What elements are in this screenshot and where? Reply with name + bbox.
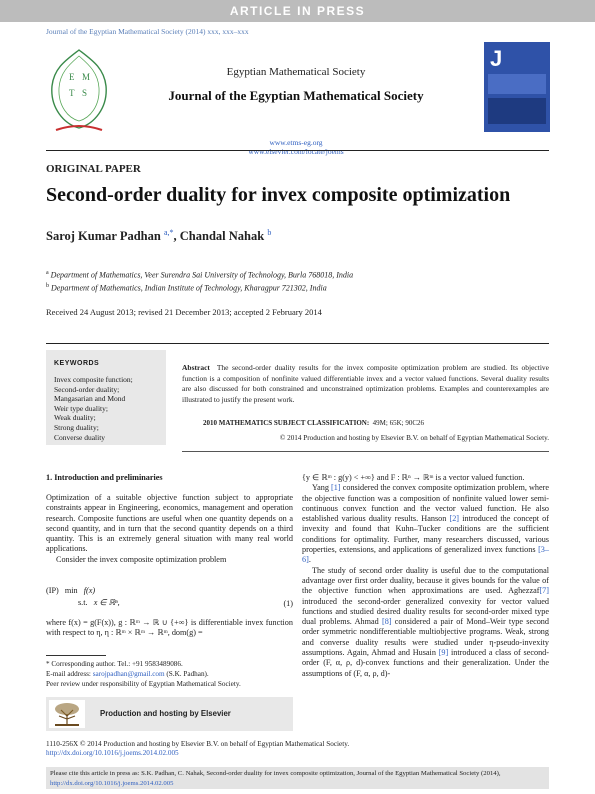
right-column <box>302 473 549 679</box>
affiliation-a: $^a$ Department of Mathematics, Veer Surendra Sai University of Technology, Burla 768018, India <box>46 270 354 280</box>
abstract <box>182 363 549 406</box>
keyword-item: Mangasarian and Mond <box>54 394 126 404</box>
cite-box: Please cite this article in press as: S.K. Padhan, C. Nahak, Second-order duality for invex composite optimization, Journal of the Egyptian Mathematical Society (2014), http://dx.doi.org/10.1016/j.joems.2014.02.005 <box>46 767 549 789</box>
section-heading: 1. Introduction and preliminaries <box>46 473 163 482</box>
citation-link[interactable]: [7] <box>539 586 549 596</box>
email-link[interactable]: sarojpadhan@gmail.com <box>92 669 165 678</box>
corresponding-author-note: * Corresponding author. Tel.: +91 9583489086. <box>46 660 183 668</box>
journal-links <box>226 138 366 156</box>
journal-meta <box>136 66 456 104</box>
article-type: ORIGINAL PAPER <box>46 163 141 175</box>
svg-text:T: T <box>69 88 75 98</box>
journal-title: Journal of the Egyptian Mathematical Society <box>168 88 424 103</box>
paragraph: where f(x) = g(F(x)), g : ℝᵐ → ℝ ∪ {+∞} is differentiable invex function with respect to η, η : ℝᵐ × ℝᵐ → ℝᵐ, dom(g) = <box>46 618 293 638</box>
paragraph: Optimization of a suitable objective function subject to appropriate constraints appear in Engineering, economics, management and operation research. Composite functions are useful when one quantity depends on a second quantity, and in turn that the second quantity depends on a third quantity. This is an extremely general situation with many real world applications. <box>46 493 293 554</box>
author-1[interactable]: Saroj Kumar Padhan <box>46 229 161 244</box>
citation-link[interactable]: [1] <box>331 483 341 493</box>
paragraph: The study of second order duality is useful due to the computational advantage over first order duality, because it gives bounds for the value of the objective function when approximations are used. Aghezzaf[7] introduced the second-order generalized convexity for vector valued functions and studied desired duality results for second-order mixed type dual problems. Ahmad [8] considered a pair of Mond–Weir type second order symmetric nondifferentiable multiobjective programs. Weak, strong and converse duality results were studied under η-pseudo-invexity assumptions. Again, Ahmad and Husain [9] introduced a class of second-order (F, α, ρ, d)-convex functions and their generalization. Under the assumptions of (F, α, ρ, d)- <box>302 565 549 678</box>
keywords-box <box>46 350 166 445</box>
keyword-item: Weir type duality; <box>54 403 108 413</box>
cite-doi-link[interactable]: http://dx.doi.org/10.1016/j.joems.2014.02.005 <box>50 779 174 787</box>
abstract-text: The second-order duality results for the invex composite optimization problem are studied. Its objective function is a composition of nonfinite valued differentiable invex and a vector valued functions. Several duality results are also discussed for both constrained and unconstrained optimization problems. Examples and counterexamples are illustrated to justify the present work. <box>182 363 549 405</box>
left-column <box>46 493 293 565</box>
elsevier-box <box>46 697 293 731</box>
footnotes <box>46 660 293 689</box>
citation-link[interactable]: [3–6] <box>302 545 549 565</box>
equation-number: (1) <box>283 599 293 608</box>
journal-header <box>46 42 549 156</box>
email-note: E-mail address: sarojpadhan@gmail.com (S.K. Padhan). <box>46 669 209 678</box>
author-2[interactable]: Chandal Nahak <box>179 229 265 244</box>
keyword-item: Converse duality <box>54 432 106 442</box>
keyword-item: Invex composite function; <box>54 375 133 384</box>
paragraph: Consider the invex composite optimization problem <box>56 554 227 564</box>
author-2-affil-mark[interactable]: b <box>267 228 272 237</box>
header-rule <box>46 150 549 151</box>
society-name: Egyptian Mathematical Society <box>226 66 366 78</box>
abstract-label: Abstract <box>182 363 210 372</box>
elsevier-text: Production and hosting by Elsevier <box>100 709 231 718</box>
author-1-affil-mark[interactable]: a,* <box>163 228 174 237</box>
issn-line: 1110-256X © 2014 Production and hosting by Elsevier B.V. on behalf of Egyptian Mathematical Society. http://dx.doi.org/10.1016/j.joems.2014.02.005 <box>46 740 350 758</box>
paragraph: {y ∈ ℝᵐ : g(y) < +∞} and F : ℝⁿ → ℝᵐ is a vector valued function. <box>302 473 525 482</box>
keyword-item: Second-order duality; <box>54 384 120 394</box>
svg-text:E: E <box>69 72 75 82</box>
authors: Saroj Kumar Padhan $^{a,*}$, Chandal Nahak $^b$ <box>46 228 272 244</box>
keywords-rule <box>46 343 549 344</box>
society-logo-icon <box>46 46 112 136</box>
article-title: Second-order duality for invex composite optimization <box>46 184 511 206</box>
journal-url-2[interactable]: www.elsevier.com/locate/joems <box>248 147 344 156</box>
affiliation-b: $^b$ Department of Mathematics, Indian Institute of Technology, Kharagpur 721302, India <box>46 283 327 293</box>
journal-url-1[interactable]: www.etms-eg.org <box>269 138 323 147</box>
keywords-heading: KEYWORDS <box>54 360 100 367</box>
abstract-rule <box>182 451 549 452</box>
equation-ip: (IP) min f(x) s.t. x ∈ ℝⁿ, (1) <box>46 586 293 608</box>
affiliations <box>46 268 353 294</box>
journal-cover-image: J <box>484 42 550 132</box>
keyword-item: Weak duality; <box>54 413 96 423</box>
abstract-copyright: © 2014 Production and hosting by Elsevier B.V. on behalf of Egyptian Mathematical Society. <box>279 434 549 442</box>
left-column-continued <box>46 618 293 639</box>
footnote-rule <box>46 655 106 656</box>
svg-text:M: M <box>82 72 91 82</box>
article-in-press-banner: ARTICLE IN PRESS <box>0 0 595 22</box>
doi-link[interactable]: http://dx.doi.org/10.1016/j.joems.2014.02.005 <box>46 749 179 758</box>
elsevier-tree-icon <box>49 700 85 728</box>
paragraph: Yang [1] considered the convex composite optimization problem, where the objective function was a composition of nonfinite valued lower semi-continuous convex function and the vector valued function. He also established various duality results. Hanson [2] introduced the concept of invexity and found that Kuhn–Tucker conditions are the sufficient conditions for optimality. Further, many researchers discussed, various properties, extensions, and applications of generalized invex functions [3–6]. <box>302 483 549 565</box>
keyword-item: Strong duality; <box>54 422 99 432</box>
citation-link[interactable]: [8] <box>381 617 392 627</box>
citation-link[interactable]: [9] <box>438 648 449 658</box>
msc-classification: 2010 MATHEMATICS SUBJECT CLASSIFICATION: 49M; 65K; 90C26 <box>203 419 424 427</box>
svg-text:S: S <box>82 88 88 98</box>
received-dates: Received 24 August 2013; revised 21 December 2013; accepted 2 February 2014 <box>46 307 322 317</box>
running-head: Journal of the Egyptian Mathematical Society (2014) xxx, xxx–xxx <box>46 27 249 36</box>
peer-review-note: Peer review under responsibility of Egyptian Mathematical Society. <box>46 679 241 688</box>
citation-link[interactable]: [2] <box>449 514 460 524</box>
